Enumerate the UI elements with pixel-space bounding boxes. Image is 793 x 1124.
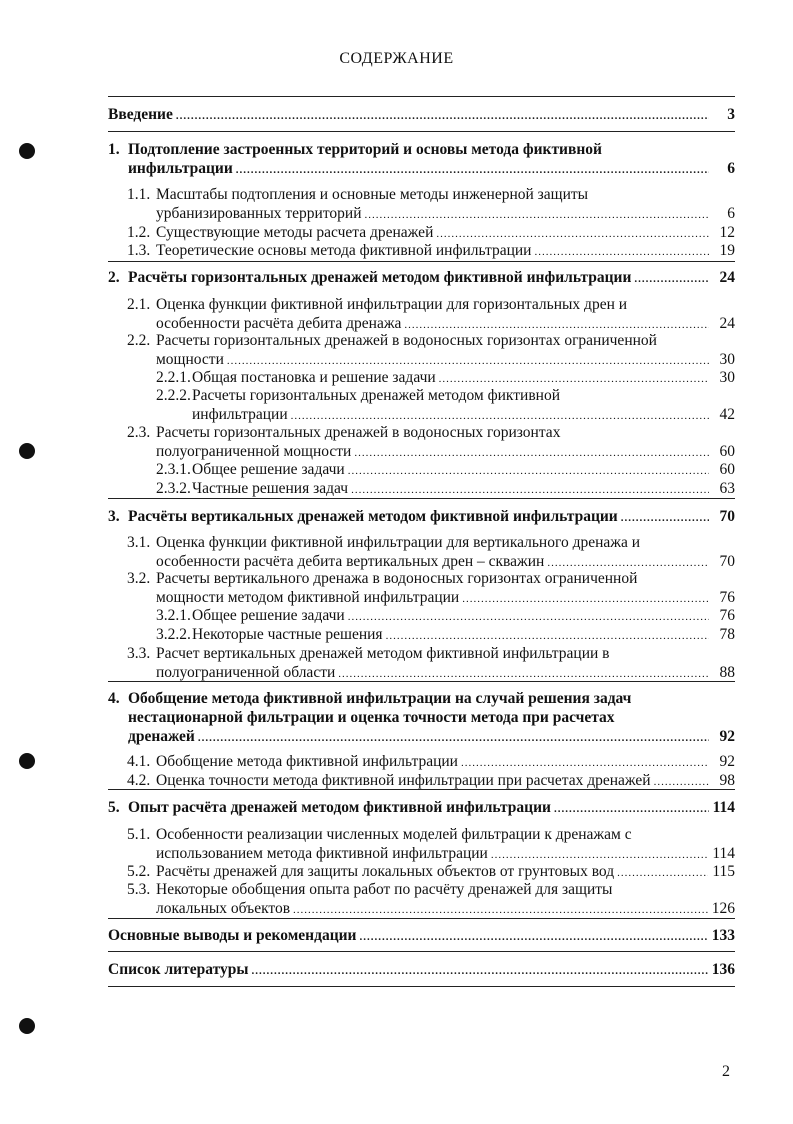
toc-entry-title: полуограниченной мощности — [156, 443, 352, 460]
toc-leader-dots — [617, 864, 708, 881]
toc-entry-title: Расчёты вертикальных дренажей методом фиктивной инфильтрации — [128, 508, 618, 525]
toc-entry-title: Расчёты горизонтальных дренажей методом фиктивной инфильтрации — [128, 269, 632, 286]
toc-entry-page: 3 — [727, 106, 735, 123]
section-divider — [108, 96, 735, 97]
toc-entry-title: Расчеты горизонтальных дренажей в водоносных горизонтах ограниченной — [156, 332, 657, 349]
toc-entry-line — [127, 569, 735, 588]
punch-hole-mark — [19, 1018, 35, 1034]
toc-leader-dots — [439, 370, 709, 387]
toc-entry-title: инфильтрации — [128, 160, 233, 177]
toc-entry-line — [108, 926, 735, 945]
toc-entry-title: особенности расчёта дебита вертикальных дрен – скважин — [156, 553, 545, 570]
toc-entry-line — [127, 223, 735, 242]
toc-entry-number: 3.2.2. — [156, 626, 191, 643]
toc-entry-title: Некоторые частные решения — [192, 626, 383, 643]
toc-entry-line — [192, 405, 735, 424]
section-divider — [108, 986, 735, 987]
punch-hole-mark — [19, 143, 35, 159]
toc-leader-dots — [176, 107, 709, 124]
toc-leader-dots — [634, 270, 709, 287]
section-divider — [108, 131, 735, 132]
section-divider — [108, 498, 735, 499]
toc-entry-line — [127, 295, 735, 314]
toc-entry-title: Частные решения задач — [192, 480, 349, 497]
toc-leader-dots — [462, 590, 709, 607]
toc-leader-dots — [348, 462, 709, 479]
toc-entry-line — [127, 533, 735, 552]
toc-leader-dots — [621, 509, 709, 526]
toc-entry-title: Общее решение задачи — [192, 607, 345, 624]
toc-entry-line — [128, 727, 735, 746]
toc-entry-line — [156, 606, 735, 625]
toc-entry-line — [108, 798, 735, 817]
toc-entry-line — [108, 507, 735, 526]
toc-entry-title: использованием метода фиктивной инфильтрации — [156, 845, 488, 862]
toc-leader-dots — [359, 928, 707, 945]
toc-entry-line — [127, 423, 735, 442]
toc-entry-title: Оценка функции фиктивной инфильтрации для вертикального дренажа и — [156, 534, 641, 551]
toc-entry-page: 114 — [712, 799, 735, 816]
toc-leader-dots — [654, 773, 709, 790]
toc-entry-page: 133 — [711, 927, 735, 944]
toc-entry-page: 60 — [719, 443, 735, 460]
toc-entry-page: 6 — [727, 205, 735, 222]
toc-entry-number: 2.3.2. — [156, 480, 191, 497]
toc-entry-title: Обобщение метода фиктивной инфильтрации — [156, 753, 458, 770]
toc-entry-page: 126 — [711, 900, 735, 917]
toc-entry-number: 2.2.2. — [156, 387, 191, 404]
toc-entry-title: Оценка функции фиктивной инфильтрации для горизонтальных дрен и — [156, 296, 628, 313]
toc-entry-page: 92 — [719, 728, 735, 745]
toc-entry-number: 2.3. — [127, 424, 151, 441]
toc-entry-page: 12 — [719, 224, 735, 241]
toc-entry-line — [156, 460, 735, 479]
toc-entry-page: 76 — [719, 607, 735, 624]
toc-entry-title: урбанизированных территорий — [156, 205, 362, 222]
toc-entry-title: Введение — [108, 106, 173, 123]
toc-entry-page: 78 — [719, 626, 735, 643]
toc-entry-title: Список литературы — [108, 961, 249, 978]
toc-entry-line — [156, 479, 735, 498]
toc-leader-dots — [351, 481, 709, 498]
toc-entry-title: инфильтрации — [192, 406, 288, 423]
toc-entry-number: 2.2. — [127, 332, 151, 349]
toc-entry-page: 88 — [719, 664, 735, 681]
toc-leader-dots — [491, 846, 708, 863]
toc-entry-line — [108, 689, 735, 708]
toc-entry-title: мощности — [156, 351, 224, 368]
toc-entry-title: Существующие методы расчета дренажей — [156, 224, 434, 241]
toc-entry-line — [128, 159, 735, 178]
toc-entry-line — [127, 862, 735, 881]
toc-entry-title: Расчёты дренажей для защиты локальных объектов от грунтовых вод — [156, 863, 615, 880]
toc-leader-dots — [461, 754, 709, 771]
toc-leader-dots — [291, 407, 709, 424]
toc-leader-dots — [251, 962, 707, 979]
toc-entry-number: 4. — [108, 690, 120, 707]
toc-entry-line — [156, 442, 735, 461]
section-divider — [108, 951, 735, 952]
toc-entry-title: Расчеты вертикального дренажа в водоносных горизонтах ограниченной — [156, 570, 638, 587]
toc-entry-number: 3.3. — [127, 645, 151, 662]
toc-entry-page: 76 — [719, 589, 735, 606]
toc-entry-number: 2. — [108, 269, 120, 286]
toc-entry-number: 1.3. — [127, 242, 151, 259]
toc-entry-line — [156, 368, 735, 387]
toc-entry-line — [127, 880, 735, 899]
toc-entry-title: дренажей — [128, 728, 195, 745]
toc-entry-line — [156, 588, 735, 607]
toc-entry-page: 115 — [712, 863, 735, 880]
toc-entry-title: мощности методом фиктивной инфильтрации — [156, 589, 460, 606]
toc-entry-page: 63 — [719, 480, 735, 497]
toc-entry-number: 3.1. — [127, 534, 151, 551]
toc-entry-page: 6 — [727, 160, 735, 177]
toc-leader-dots — [534, 243, 709, 260]
toc-entry-line — [127, 644, 735, 663]
toc-entry-line — [108, 960, 735, 979]
toc-entry-number: 1.2. — [127, 224, 151, 241]
toc-entry-page: 70 — [719, 553, 735, 570]
toc-leader-dots — [293, 901, 708, 918]
toc-entry-number: 1. — [108, 141, 120, 158]
toc-entry-title: Расчеты горизонтальных дренажей методом фиктивной — [192, 387, 560, 404]
toc-leader-dots — [338, 665, 709, 682]
toc-entry-title: локальных объектов — [156, 900, 291, 917]
toc-entry-line — [156, 899, 735, 918]
section-divider — [108, 261, 735, 262]
toc-entry-line — [156, 386, 735, 405]
toc-leader-dots — [365, 206, 709, 223]
toc-entry-line — [156, 350, 735, 369]
toc-entry-title: особенности расчёта дебита дренажа — [156, 315, 402, 332]
toc-entry-page: 24 — [719, 315, 735, 332]
punch-hole-mark — [19, 753, 35, 769]
toc-entry-line — [127, 825, 735, 844]
toc-entry-title: Некоторые обобщения опыта работ по расчёту дренажей для защиты — [156, 881, 613, 898]
toc-entry-title: Масштабы подтопления и основные методы инженерной защиты — [156, 186, 589, 203]
toc-entry-number: 5.2. — [127, 863, 151, 880]
toc-entry-line — [108, 268, 735, 287]
toc-entry-number: 4.1. — [127, 753, 151, 770]
toc-entry-title: Особенности реализации численных моделей фильтрации к дренажам с — [156, 826, 632, 843]
toc-entry-page: 114 — [712, 845, 735, 862]
toc-entry-line — [127, 185, 735, 204]
toc-entry-title: нестационарной фильтрации и оценка точности метода при расчетах — [128, 709, 615, 726]
toc-leader-dots — [198, 729, 709, 746]
toc-entry-page: 42 — [719, 406, 735, 423]
toc-entry-line — [156, 625, 735, 644]
toc-leader-dots — [348, 608, 709, 625]
toc-entry-page: 30 — [719, 369, 735, 386]
toc-leader-dots — [554, 800, 709, 817]
toc-entry-number: 3.2.1. — [156, 607, 191, 624]
toc-leader-dots — [436, 225, 709, 242]
toc-entry-number: 5.3. — [127, 881, 151, 898]
toc-entry-line — [127, 331, 735, 350]
toc-entry-line — [108, 140, 735, 159]
toc-entry-number: 2.3.1. — [156, 461, 191, 478]
toc-entry-title: Общее решение задачи — [192, 461, 345, 478]
toc-leader-dots — [386, 627, 709, 644]
toc-entry-number: 3. — [108, 508, 120, 525]
toc-entry-title: Подтопление застроенных территорий и основы метода фиктивной — [128, 141, 602, 158]
page-number: 2 — [722, 1063, 730, 1080]
toc-entry-title: Обобщение метода фиктивной инфильтрации на случай решения задач — [128, 690, 632, 707]
toc-entry-line — [156, 204, 735, 223]
toc-entry-title: Опыт расчёта дренажей методом фиктивной инфильтрации — [128, 799, 551, 816]
toc-entry-title: Оценка точности метода фиктивной инфильтрации при расчетах дренажей — [156, 772, 651, 789]
toc-entry-line — [108, 105, 735, 124]
toc-entry-page: 98 — [719, 772, 735, 789]
punch-hole-mark — [19, 443, 35, 459]
toc-entry-page: 30 — [719, 351, 735, 368]
toc-entry-title: Теоретические основы метода фиктивной инфильтрации — [156, 242, 532, 259]
toc-entry-number: 5.1. — [127, 826, 151, 843]
toc-entry-number: 4.2. — [127, 772, 151, 789]
toc-entry-title: Расчет вертикальных дренажей методом фиктивной инфильтрации в — [156, 645, 610, 662]
toc-entry-line — [156, 844, 735, 863]
toc-entry-line — [128, 708, 735, 727]
toc-entry-number: 3.2. — [127, 570, 151, 587]
toc-entry-title: Основные выводы и рекомендации — [108, 927, 357, 944]
toc-entry-title: Общая постановка и решение задачи — [192, 369, 436, 386]
section-divider — [108, 918, 735, 919]
toc-entry-page: 136 — [711, 961, 735, 978]
toc-entry-number: 2.1. — [127, 296, 151, 313]
toc-entry-line — [127, 771, 735, 790]
toc-entry-line — [156, 663, 735, 682]
toc-entry-page: 60 — [719, 461, 735, 478]
toc-entry-number: 5. — [108, 799, 120, 816]
toc-entry-page: 70 — [719, 508, 735, 525]
toc-entry-page: 24 — [719, 269, 735, 286]
toc-entry-line — [127, 241, 735, 260]
toc-title: СОДЕРЖАНИЕ — [339, 50, 454, 67]
toc-leader-dots — [236, 161, 709, 178]
toc-entry-title: Расчеты горизонтальных дренажей в водоносных горизонтах — [156, 424, 561, 441]
toc-entry-page: 19 — [719, 242, 735, 259]
toc-entry-number: 2.2.1. — [156, 369, 191, 386]
toc-entry-line — [127, 752, 735, 771]
toc-leader-dots — [227, 352, 709, 369]
toc-entry-number: 1.1. — [127, 186, 151, 203]
toc-leader-dots — [354, 444, 709, 461]
toc-entry-page: 92 — [719, 753, 735, 770]
toc-entry-title: полуограниченной области — [156, 664, 336, 681]
